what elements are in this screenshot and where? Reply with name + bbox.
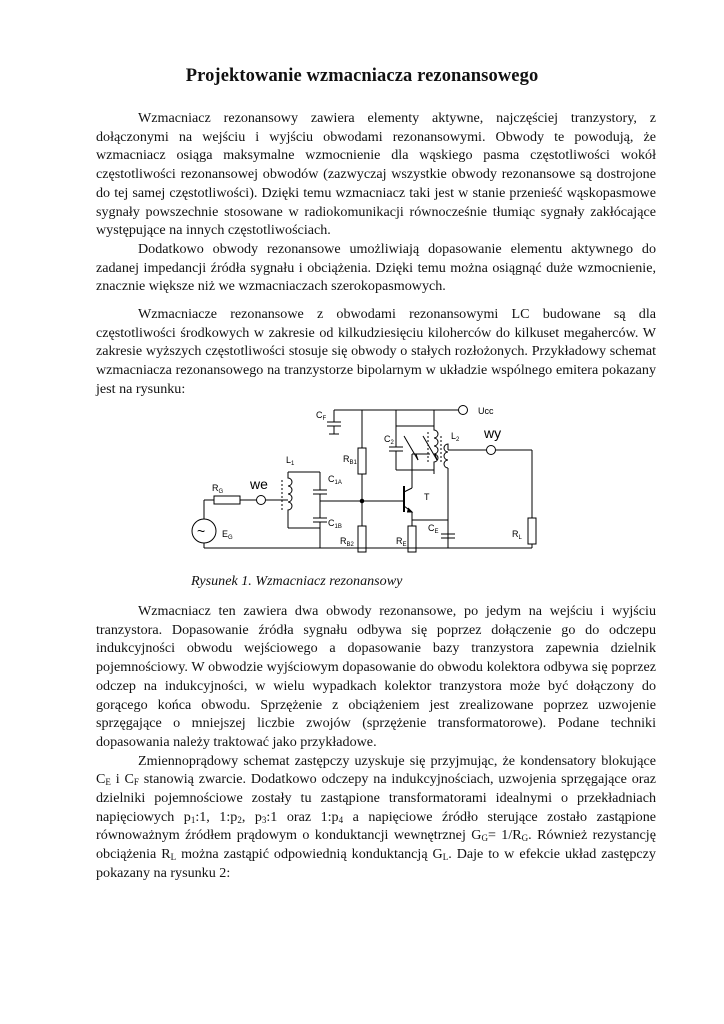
c1b-label: $C_{1B}$ (328, 518, 342, 530)
wy-terminal (487, 446, 496, 455)
ucc-label: Ucc (478, 406, 494, 416)
intro-paragraph-1: Wzmacniacz rezonansowy zawiera elementy aktywne, najczęściej tranzystory, z dołączonymi na wejściu i wyjściu obwodami rezonansowymi. Obwody te powodują, że wzmacniacz osiąga maksymalne wzmocnienie dla wąskiego pasma częstotliwości wokół częstotliwości rezonansowej obwodów (zazwyczaj wszystkie obwody rezonansowe są dostrojone do tej samej częstotliwości). Dzięki temu wzmacniacz taki jest w stanie przenieść wąskopasmowe sygnały powszechnie stosowane w radiokomunikacji równocześnie tłumiąc sygnały zakłócające występujące na innych częstotliwościach. (96, 110, 656, 239)
body-paragraph-1: Wzmacniacz ten zawiera dwa obwody rezonansowe, po jedym na wejściu i wyjściu tranzystora. Dopasowanie źródła sygnału odbywa się poprzez dołączenie go do odczepu indukcyjności obwodu wejściowego a dopasowanie bazy tranzystora zapewnia dzielnik pojemnościowy. W obwodzie wyjściowym dopasowanie do obwodu kolektora odbywa się poprzez odczep na indukcyjności, w wielu wypadkach kolektor tranzystora może być dołączony do gorącego końca obwodu. Sprzężenie z obciążeniem jest zrealizowane poprzez uzwojenie sprzęgające o mniejszej liczbie zwojów (sprzężenie transformatorowe). Podane techniki dopasowania należy traktować jako przykładowe. (96, 603, 656, 750)
rg-label: $R_G$ (212, 483, 224, 495)
l1-label: $L_1$ (286, 455, 295, 467)
cf-label: $C_F$ (316, 410, 327, 422)
intro-paragraph-2: Dodatkowo obwody rezonansowe umożliwiają dopasowanie elementu aktywnego do zadanej impedancji źródła sygnału i obciążenia. Dzięki temu można osiągnąć duże wzmocnienie, znacznie większe niż we wzmacniaczach szerokopasmowych. (96, 240, 656, 295)
figure-caption: Rysunek 1. Wzmacniacz rezonansowy (191, 573, 403, 589)
l2-primary-coil (434, 426, 438, 474)
l2-secondary-coil (444, 444, 448, 468)
rl-resistor (528, 518, 536, 544)
l1-coil (288, 472, 292, 528)
wy-label: wy (484, 425, 502, 441)
intro-section (96, 109, 656, 296)
body-section (96, 602, 656, 883)
rb1-resistor (358, 448, 366, 474)
ce-label: $C_E$ (428, 523, 439, 535)
ucc-terminal (459, 406, 468, 415)
lc-paragraph: Wzmacniacze rezonansowe z obwodami rezonansowymi LC budowane są dla częstotliwości środkowych w zakresie od kilkudziesięciu kiloherców do kilkuset megaherców. W zakresie wyższych częstotliwości stosuje się obwody o stałych rozłożonych. Przykładowy schemat wzmacniacza rezonansowego na tranzystorze bipolarnym w układzie wspólnego emitera pokazany jest na rysunku: (96, 306, 656, 397)
c1a-label: $C_{1A}$ (328, 474, 342, 486)
rg-resistor (214, 496, 240, 504)
t-label: T (424, 492, 430, 502)
eg-label: $E_G$ (222, 529, 233, 541)
page-title: Projektowanie wzmacniacza rezonansowego (185, 66, 539, 86)
rb2-label: $R_{B2}$ (340, 536, 354, 548)
ac-source-icon: ~ (197, 523, 206, 539)
c2-label: $C_2$ (384, 434, 394, 446)
rb1-label: $R_{B1}$ (343, 454, 357, 466)
re-label: $R_E$ (396, 536, 407, 548)
body-paragraph-2: Zmiennoprądowy schemat zastępczy uzyskuje się przyjmując, że kondensatory blokujące $C_E$ i $C_F$ stanowią zwarcie. Dodatkowo odczepy na indukcyjnościach, uzwojenia sprzęgające oraz dzielniki pojemnościowe zostały tu zastąpione transformatorami idealnymi o przekładniach napięciowych $p_1:1$, $1:p_2$, $p_3:1$ oraz $1:p_4$ a napięciowe źródło sterujące zostało zastąpione równoważnym źródłem prądowym o konduktancji wewnętrznej $G_G= 1/R_G$. Również rezystancję obciążenia $R_L$ można zastąpić odpowiednią konduktancją $G_L$. Daje to w efekcie układ zastępczy pokazany na rysunku 2: (96, 752, 656, 881)
lc-section (96, 305, 656, 399)
circuit-schematic (186, 402, 556, 570)
rl-label: $R_L$ (512, 529, 522, 541)
we-label: we (250, 476, 268, 492)
l2-label: $L_2$ (451, 431, 460, 443)
we-terminal (257, 496, 266, 505)
